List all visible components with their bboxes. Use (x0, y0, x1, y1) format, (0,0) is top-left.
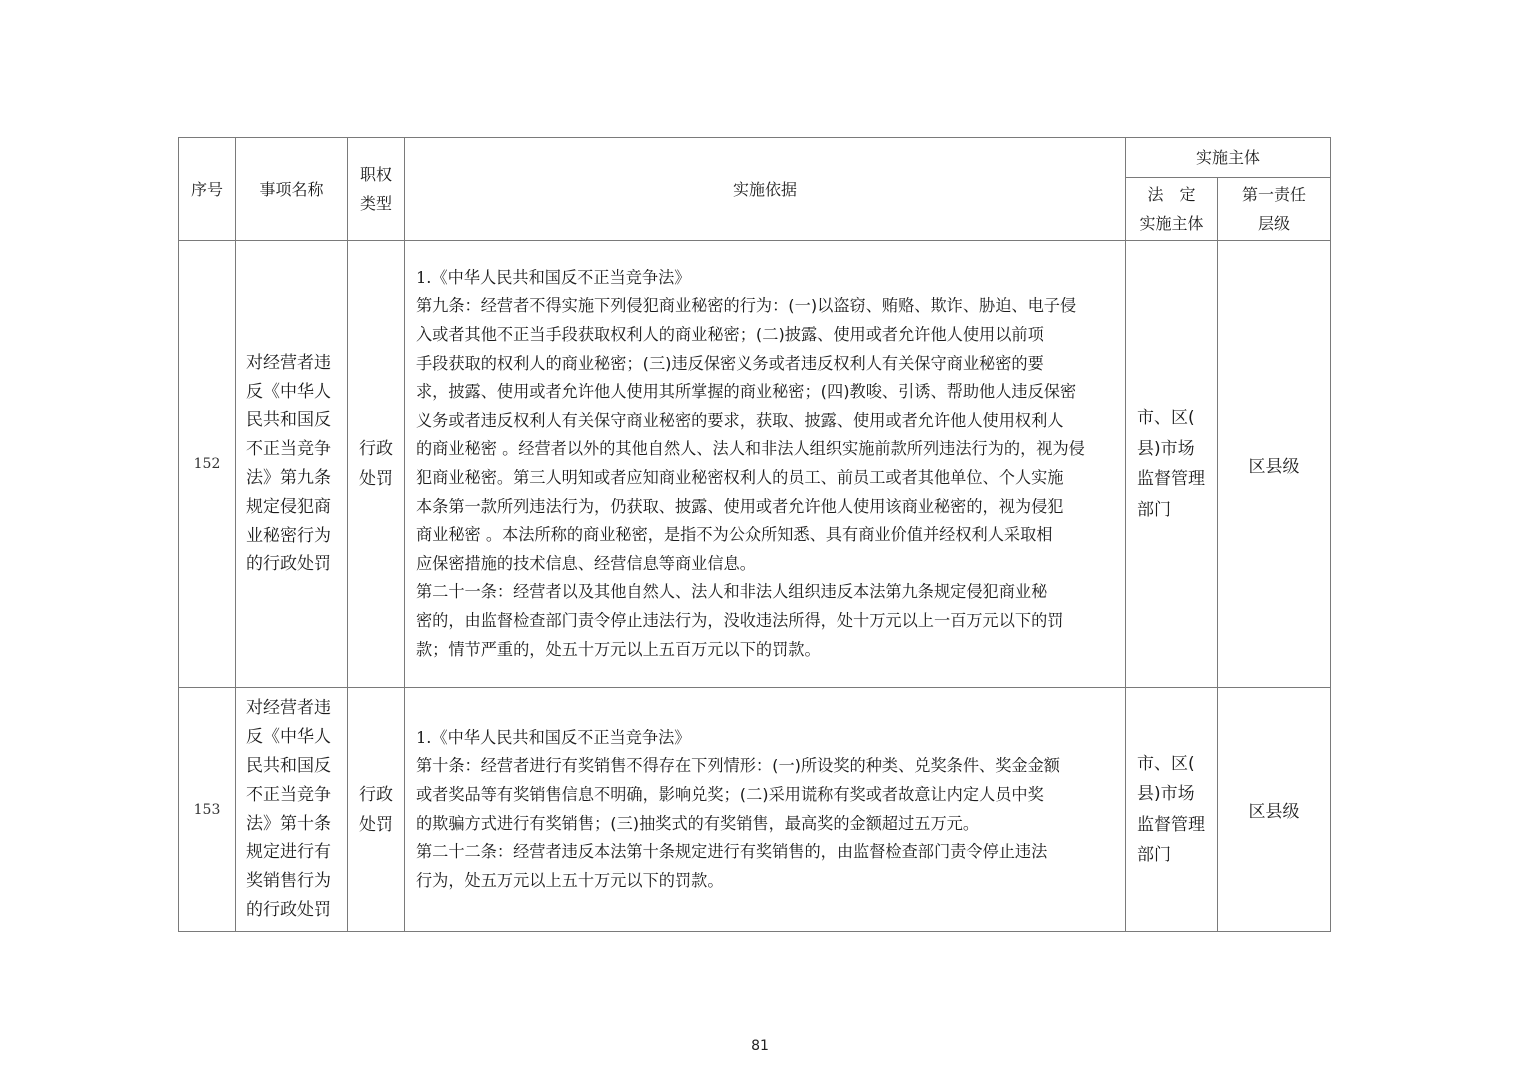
legal-subject-line: 市、区( (1137, 753, 1195, 774)
header-level-line-2: 层级 (1258, 214, 1291, 233)
basis-line: 第九条：经营者不得实施下列侵犯商业秘密的行为：(一)以盗窃、贿赂、欺诈、胁迫、电子侵 (416, 296, 1077, 316)
header-subject-group: 实施主体 (1126, 138, 1331, 178)
basis-line: 第十条：经营者进行有奖销售不得存在下列情形：(一)所设奖的种类、兑奖条件、奖金金额 (416, 756, 1060, 776)
item-name-cell (236, 688, 348, 932)
header-basis: 实施依据 (405, 138, 1126, 241)
header-legal-line-1: 法 定 (1147, 185, 1196, 204)
basis-line: 的欺骗方式进行有奖销售；(三)抽奖式的有奖销售，最高奖的金额超过五万元。 (416, 813, 980, 833)
item-name-line: 不正当竞争 (246, 784, 331, 805)
basis-line: 第二十一条：经营者以及其他自然人、法人和非法人组织违反本法第九条规定侵犯商业秘 (416, 582, 1048, 602)
header-responsibility-level (1218, 178, 1331, 241)
basis-line: 或者奖品等有奖销售信息不明确，影响兑奖；(二)采用谎称有奖或者故意让内定人员中奖 (416, 784, 1044, 804)
header-name: 事项名称 (236, 138, 348, 241)
item-name-line: 对经营者违 (246, 352, 331, 373)
item-name-line: 民共和国反 (246, 755, 331, 776)
basis-line: 行为，处五万元以上五十万元以下的罚款。 (416, 870, 724, 890)
row-seq: 152 (179, 241, 236, 688)
item-name-line: 法》第九条 (246, 468, 331, 488)
basis-line: 第二十二条：经营者违反本法第十条规定进行有奖销售的，由监督检查部门责令停止违法 (416, 842, 1048, 862)
legal-basis-cell (405, 688, 1126, 932)
row-seq: 153 (179, 688, 236, 932)
basis-law-title: 1.《中华人民共和国反不正当竞争法》 (416, 267, 691, 287)
authority-type-line: 处罚 (359, 469, 393, 489)
item-name-line: 的行政处罚 (246, 554, 331, 575)
item-name-line: 规定进行有 (246, 842, 331, 863)
header-row-1 (179, 138, 1331, 178)
header-type (348, 138, 405, 241)
legal-subject-line: 监督管理 (1137, 469, 1205, 489)
header-legal-line-2: 实施主体 (1139, 214, 1204, 233)
header-type-line-2: 类型 (359, 194, 392, 213)
item-name-line: 不正当竞争 (246, 439, 331, 460)
authority-type-line: 行政 (359, 439, 393, 459)
basis-line: 手段获取的权利人的商业秘密；(三)违反保密义务或者违反权利人有关保守商业秘密的要 (416, 353, 1044, 373)
item-name-cell (236, 241, 348, 688)
legal-subject-line: 部门 (1137, 499, 1171, 520)
item-name-line: 法》第十条 (246, 813, 331, 834)
legal-subject-line: 县)市场 (1137, 784, 1195, 804)
table-row (179, 241, 1331, 688)
legal-subject-cell (1126, 688, 1218, 932)
authority-type-cell (348, 688, 405, 932)
basis-line: 密的，由监督检查部门责令停止违法行为，没收违法所得，处十万元以上一百万元以下的罚 (416, 610, 1064, 630)
responsibility-level-cell: 区县级 (1218, 241, 1331, 688)
table-row (179, 688, 1331, 932)
legal-subject-line: 监督管理 (1137, 814, 1205, 835)
item-name-line: 对经营者违 (246, 698, 331, 719)
authority-type-cell (348, 241, 405, 688)
basis-law-title: 1.《中华人民共和国反不正当竞争法》 (416, 727, 691, 747)
basis-line: 的商业秘密 。经营者以外的其他自然人、法人和非法人组织实施前款所列违法行为的，视为侵 (416, 439, 1085, 459)
responsibility-level-cell: 区县级 (1218, 688, 1331, 932)
item-name-line: 的行政处罚 (246, 899, 331, 920)
header-level-line-1: 第一责任 (1242, 185, 1307, 204)
item-name-line: 业秘密行为 (246, 525, 331, 546)
page-number: 81 (751, 1038, 769, 1054)
basis-line: 本条第一款所列违法行为，仍获取、披露、使用或者允许他人使用该商业秘密的，视为侵犯 (416, 496, 1064, 516)
legal-basis-cell (405, 241, 1126, 688)
legal-subject-line: 县)市场 (1137, 438, 1195, 459)
item-name-line: 反《中华人 (246, 727, 331, 748)
header-legal-subject (1126, 178, 1218, 241)
legal-subject-line: 市、区( (1137, 408, 1195, 428)
basis-line: 应保密措施的技术信息、经营信息等商业信息。 (416, 553, 756, 573)
basis-line: 商业秘密 。本法所称的商业秘密，是指不为公众所知悉、具有商业价值并经权利人采取相 (416, 525, 1053, 545)
header-type-line-1: 职权 (359, 165, 392, 184)
item-name-line: 反《中华人 (246, 381, 331, 402)
item-name-line: 奖销售行为 (246, 871, 331, 892)
basis-line: 款；情节严重的，处五十万元以上五百万元以下的罚款。 (416, 639, 821, 659)
basis-line: 入或者其他不正当手段获取权利人的商业秘密；(二)披露、使用或者允许他人使用以前项 (416, 325, 1044, 345)
legal-subject-line: 部门 (1137, 845, 1171, 865)
basis-line: 义务或者违反权利人有关保守商业秘密的要求，获取、披露、使用或者允许他人使用权利人 (416, 410, 1064, 430)
basis-line: 犯商业秘密。第三人明知或者应知商业秘密权利人的员工、前员工或者其他单位、个人实施 (416, 468, 1064, 487)
item-name-line: 民共和国反 (246, 410, 331, 431)
header-seq: 序号 (179, 138, 236, 241)
basis-line: 求，披露、使用或者允许他人使用其所掌握的商业秘密；(四)教唆、引诱、帮助他人违反保密 (416, 382, 1077, 402)
item-name-line: 规定侵犯商 (246, 496, 331, 517)
authority-type-line: 行政 (359, 784, 393, 805)
authority-type-line: 处罚 (359, 814, 393, 835)
regulation-table (178, 137, 1331, 932)
legal-subject-cell (1126, 241, 1218, 688)
